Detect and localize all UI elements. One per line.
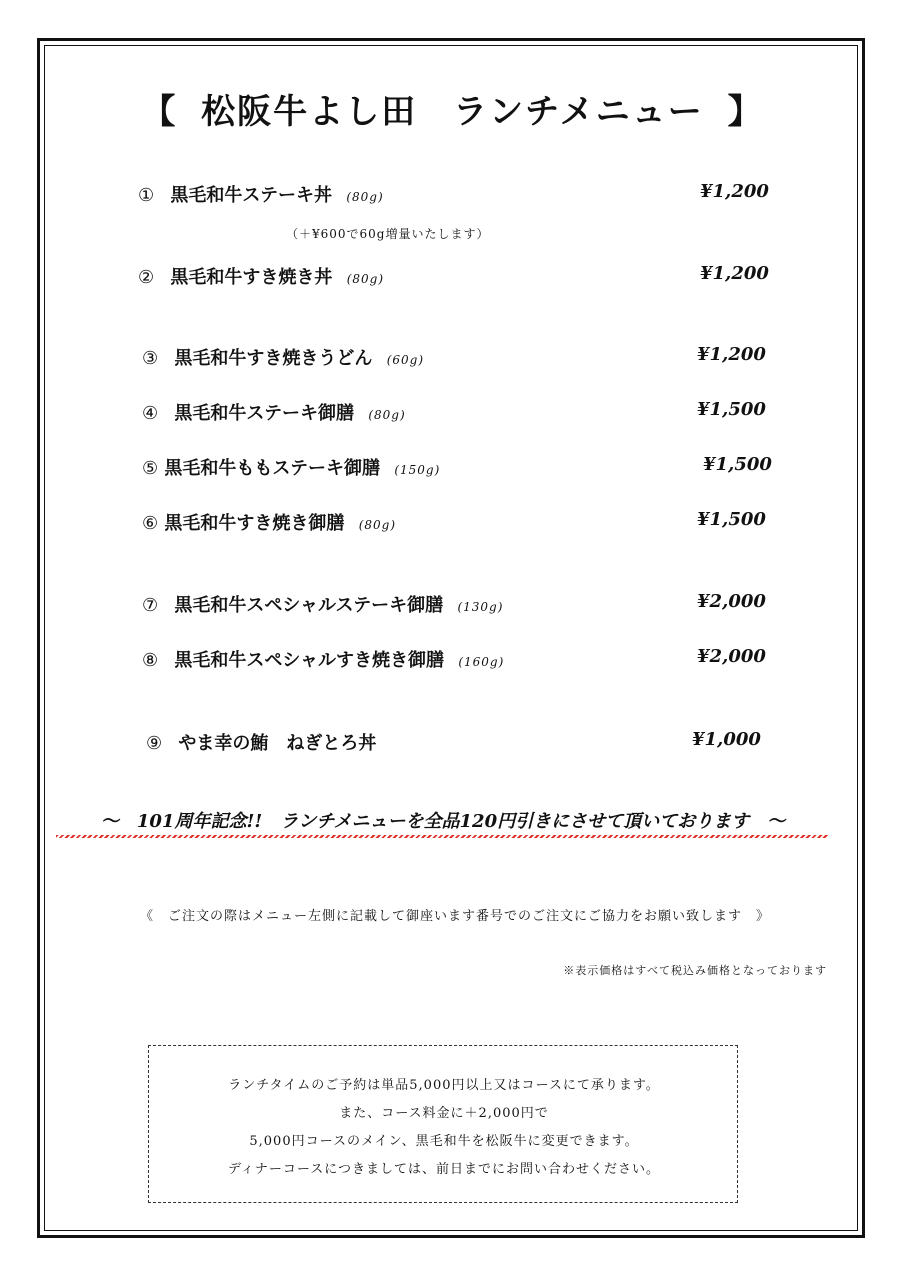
item-number: ⑥ [142,513,159,534]
item-number: ⑧ [142,650,159,671]
item-number: ⑤ [142,458,159,479]
item-weight: (60g) [386,353,425,367]
item-price-3: ¥1,200 [697,344,766,365]
menu-item-2 [138,263,384,289]
order-note: 《 ご注文の際はメニュー左側に記載して御座います番号でのご注文にご協力をお願い致します 》 [139,909,770,924]
item-price-1: ¥1,200 [700,181,769,202]
item-price-6: ¥1,500 [697,509,766,530]
item-weight: (150g) [394,463,441,477]
info-line: 5,000円コースのメイン、黒毛和牛を松阪牛に変更できます。 [249,1134,639,1149]
item-weight: (80g) [346,190,384,204]
menu-item-8 [142,646,504,672]
menu-item-7 [142,591,503,617]
item-price-2: ¥1,200 [700,263,769,284]
item-weight: (130g) [457,600,504,614]
menu-item-4 [142,399,406,425]
info-line: ディナーコースにつきましては、前日までにお問い合わせください。 [227,1162,661,1177]
item-price-5: ¥1,500 [703,454,772,475]
item-number: ⑦ [142,595,159,616]
info-line: ランチタイムのご予約は単品5,000円以上又はコースにて承ります。 [228,1078,660,1093]
tax-note: ※表示価格はすべて税込み価格となっております [563,964,827,977]
item-weight: (160g) [458,655,505,669]
menu-item-6 [142,509,396,535]
anniversary-underline [56,835,828,838]
menu-title [0,84,905,133]
item-weight: (80g) [358,518,397,532]
item-number: ③ [142,348,159,369]
item-name: 黒毛和牛すき焼きうどん [174,348,373,369]
item-name: 黒毛和牛スペシャルステーキ御膳 [174,595,444,616]
item-name: 黒毛和牛ステーキ御膳 [174,403,355,424]
item-name: 黒毛和牛スペシャルすき焼き御膳 [174,650,445,671]
item-price-4: ¥1,500 [697,399,766,420]
anniversary-banner: ～ 101周年記念!! ランチメニューを全品120円引きにさせて頂いております ～ [100,811,786,832]
menu-item-1 [138,181,384,207]
item-price-8: ¥2,000 [697,646,766,667]
item-weight: (80g) [346,272,385,286]
title-text: 松阪牛よし田 ランチメニュー [201,92,704,132]
item-name: 黒毛和牛すき焼き丼 [170,267,333,288]
item-number: ① [138,185,155,206]
item-1-note: （＋¥600で60g増量いたします） [286,227,490,241]
item-name: 黒毛和牛すき焼き御膳 [164,513,345,534]
reservation-info-box [148,1045,738,1203]
item-price-7: ¥2,000 [697,591,766,612]
info-line: また、コース料金に＋2,000円で [339,1106,549,1121]
item-number: ② [138,267,155,288]
title-open-bracket: 【 [141,92,178,132]
item-number: ⑨ [146,733,163,754]
title-close-bracket: 】 [727,92,764,132]
item-weight: (80g) [368,408,406,422]
item-name: 黒毛和牛ももステーキ御膳 [164,458,381,479]
item-price-9: ¥1,000 [692,729,761,750]
menu-item-5 [142,454,440,480]
item-number: ④ [142,403,159,424]
item-name: 黒毛和牛ステーキ丼 [170,185,333,206]
menu-item-3 [142,344,424,370]
menu-item-9 [146,729,376,755]
item-name: やま幸の鮪 ねぎとろ丼 [178,733,377,754]
